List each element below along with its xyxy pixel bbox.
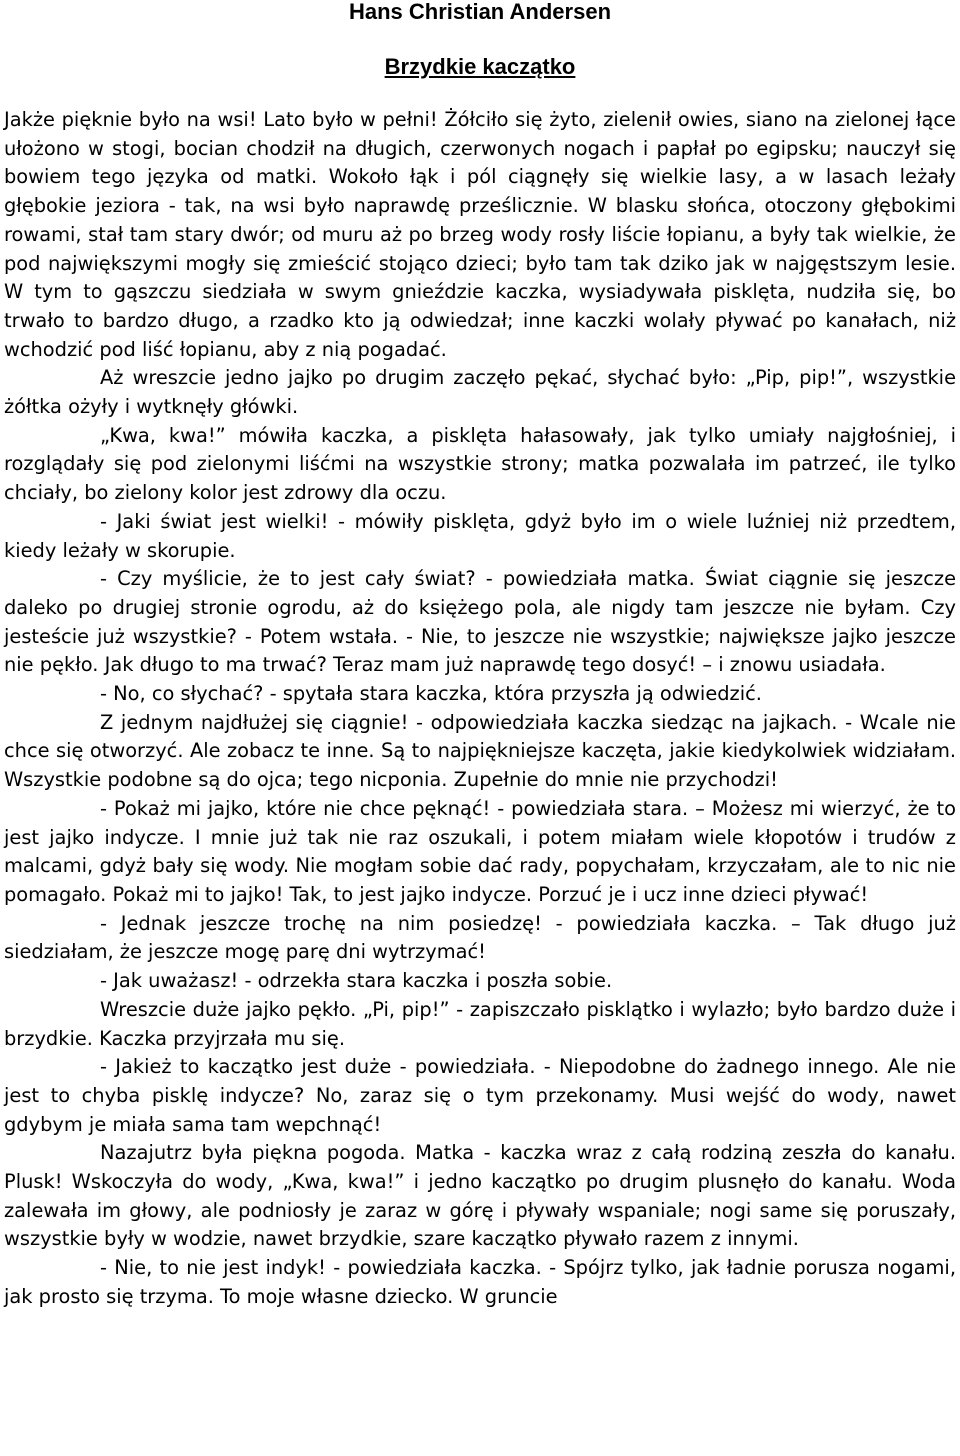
story-body [4,106,956,1312]
paragraph-14: - Nie, to nie jest indyk! - powiedziała kaczka. - Spójrz tylko, jak ładnie porusza nogami, jak prosto się trzyma. To moje własne dziecko. W gruncie [4,1256,956,1308]
paragraph-12: - Jakież to kaczątko jest duże - powiedziała. - Niepodobne do żadnego innego. Ale nie jest to chyba pisklę indycze? No, zaraz się o tym przekonamy. Musi wejść do wody, nawet gdybym je miała sama tam wepchnąć! [4,1055,956,1136]
paragraph-9: - Jednak jeszcze trochę na nim posiedzę! - powiedziała kaczka. – Tak długo już siedziałam, że jeszcze mogę parę dni wytrzymać! [4,911,956,964]
document-page [4,0,956,1312]
paragraph-10: - Jak uważasz! - odrzekła stara kaczka i poszła sobie. [100,969,613,993]
paragraph-4: - Jaki świat jest wielki! - mówiły pisklęta, gdyż było im o wiele luźniej niż przedtem, kiedy leżały w skorupie. [4,509,956,562]
story-title: Brzydkie kaczątko [384,54,576,79]
paragraph-2: Aż wreszcie jedno jajko po drugim zaczęło pękać, słychać było: „Pip, pip!”, wszystkie żółtka ożyły i wytknęły główki. [4,366,956,419]
paragraph-8: - Pokaż mi jajko, które nie chce pęknąć! - powiedziała stara. – Możesz mi wierzyć, że to jest jajko indycze. I mnie już tak nie raz oszukali, i potem miałam wiele kłopotów i trudów z malcami, gdyż bały się wody. Nie mogłam sobie dać rady, popychałam, krzyczałam, ale to nic nie pomagało. Pokaż mi to jajko! Tak, to jest jajko indycze. Porzuć je i ucz inne dzieci pływać! [4,796,956,906]
paragraph-5: - Czy myślicie, że to jest cały świat? - powiedziała matka. Świat ciągnie się jeszcze daleko po drugiej stronie ogrodu, aż do księżego pola, ale nigdy tam jeszcze nie byłam. Czy jesteście już wszystkie? - Potem wstała. - Nie, to jeszcze nie wszystkie; największe jajko jeszcze nie pękło. Jak długo to ma trwać? Teraz mam już naprawdę tego dosyć! – i znowu usiadała. [4,567,956,677]
paragraph-7: Z jednym najdłużej się ciągnie! - odpowiedziała kaczka siedząc na jajkach. - Wcale nie chce się otworzyć. Ale zobacz te inne. Są to najpiękniejsze kaczęta, jakie kiedykolwiek widziałam. Wszystkie podobne są do ojca; tego nicponia. Zupełnie do mnie nie przychodzi! [4,710,956,792]
paragraph-1: Jakże pięknie było na wsi! Lato było w pełni! Żółciło się żyto, zielenił owies, siano na zielonej łące ułożono w stogi, bocian chodził na długich, czerwonych nogach i papłał po egipsku; nauczył się bowiem tego języka od matki. Wokoło łąk i pól ciągnęły się wielkie lasy, a w lasach leżały głębokie jeziora - tak, na wsi było naprawdę prześlicznie. W blasku słońca, otoczony głębokimi rowami, stał tam stary dwór; od muru aż po brzeg wody rosły liście łopianu, a były tak wielkie, że pod największymi mogły się zmieścić stojąco dzieci; było tam tak dziko jak w najgęstszym lesie. W tym to gąszczu siedziała w swym gnieździe kaczka, wysiadywała pisklęta, nudziła się, bo trwało to bardzo długo, a rzadko kto ją odwiedzał; inne kaczki wolały pływać po kanałach, niż wchodzić pod liść łopianu, aby z nią pogadać. [4,108,956,361]
paragraph-6: - No, co słychać? - spytała stara kaczka, która przyszła ją odwiedzić. [100,682,762,706]
paragraph-3: „Kwa, kwa!” mówiła kaczka, a pisklęta hałasowały, jak tylko umiały najgłośniej, i rozglądały się pod zielonymi liśćmi na wszystkie strony; matka pozwalała im patrzeć, ile tylko chciały, bo zielony kolor jest zdrowy dla oczu. [4,423,956,505]
author-heading: Hans Christian Andersen [348,0,612,24]
paragraph-13: Nazajutrz była piękna pogoda. Matka - kaczka wraz z całą rodziną zeszła do kanału. Plusk! Wskoczyła do wody, „Kwa, kwa!” i jedno kaczątko po drugim plusnęło do kanału. Woda zalewała im głowy, ale podniosły je zaraz w górę i pływały wspaniale; nogi same się poruszały, wszystkie były w wodzie, nawet brzydkie, szare kaczątko pływało razem z innymi. [4,1141,956,1251]
paragraph-11: Wreszcie duże jajko pękło. „Pi, pip!” - zapiszczało pisklątko i wylazło; było bardzo duże i brzydkie. Kaczka przyjrzała mu się. [4,997,956,1050]
